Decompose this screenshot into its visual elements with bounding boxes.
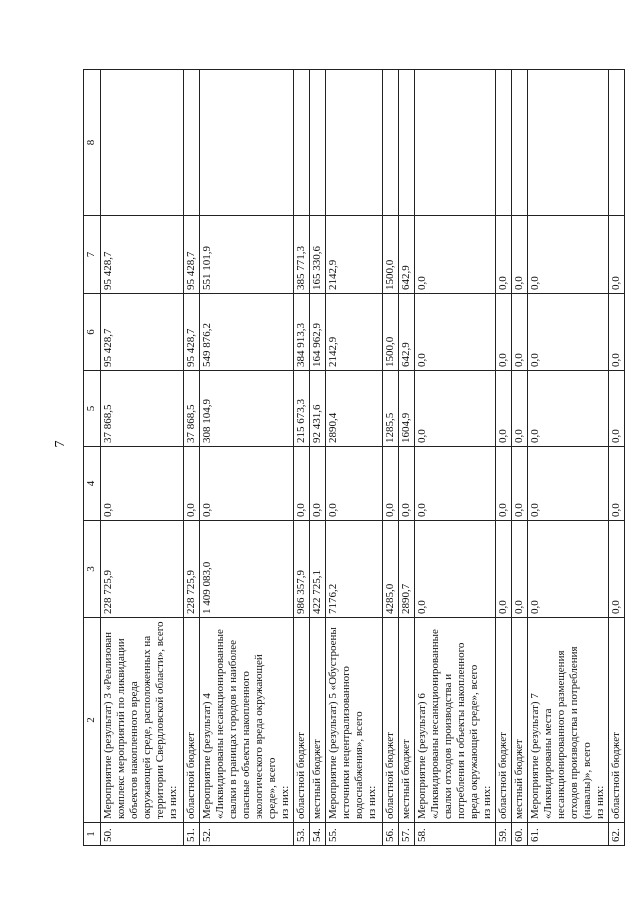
cell-text: 308 104,9 bbox=[201, 399, 213, 443]
row-number-cell bbox=[200, 823, 294, 846]
value-cell-col4 bbox=[415, 447, 496, 521]
value-cell-col8 bbox=[101, 70, 184, 216]
table-row bbox=[609, 70, 625, 846]
description-cell bbox=[101, 618, 184, 823]
cell-text: 384 913,3 bbox=[295, 323, 307, 367]
row-number-cell bbox=[310, 823, 326, 846]
value-cell-col8 bbox=[512, 70, 528, 216]
cell-text: 62. bbox=[610, 828, 622, 842]
cell-text: 0,0 bbox=[327, 503, 339, 517]
value-cell-col6 bbox=[415, 294, 496, 371]
table-row bbox=[294, 70, 310, 846]
value-cell-col8 bbox=[184, 70, 200, 216]
description-cell bbox=[496, 618, 512, 823]
cell-text: 2890,7 bbox=[400, 583, 412, 614]
description-text: областной бюджет bbox=[497, 732, 509, 819]
header-cell-3: 3 bbox=[84, 521, 101, 618]
value-cell-col6 bbox=[184, 294, 200, 371]
value-cell-col7 bbox=[399, 216, 415, 294]
value-cell-col3 bbox=[496, 521, 512, 618]
value-cell-col7 bbox=[294, 216, 310, 294]
table-row bbox=[200, 70, 294, 846]
value-cell-col3 bbox=[101, 521, 184, 618]
value-cell-col8 bbox=[609, 70, 625, 216]
description-text: Мероприятие (результат) 3 «Реализован комплекс мероприятий по ликвидации объектов накопленного вреда окружающей среде, расположенных на территории Свердловской области», всего bbox=[102, 621, 166, 819]
cell-text: 58. bbox=[416, 828, 428, 842]
cell-text: 52. bbox=[201, 828, 213, 842]
value-cell-col3 bbox=[415, 521, 496, 618]
table-body bbox=[101, 70, 625, 846]
cell-text: 0,0 bbox=[416, 353, 428, 367]
value-cell-col4 bbox=[383, 447, 399, 521]
value-cell-col6 bbox=[609, 294, 625, 371]
cell-text: 0,0 bbox=[529, 600, 541, 614]
cell-text: 0,0 bbox=[295, 503, 307, 517]
value-cell-col5 bbox=[415, 371, 496, 447]
row-number-cell bbox=[512, 823, 528, 846]
including-label: из них: bbox=[481, 785, 493, 819]
header-cell-2: 2 bbox=[84, 618, 101, 823]
row-number-cell bbox=[383, 823, 399, 846]
value-cell-col8 bbox=[326, 70, 383, 216]
table-row bbox=[310, 70, 326, 846]
value-cell-col8 bbox=[200, 70, 294, 216]
row-number-cell bbox=[609, 823, 625, 846]
cell-text: 0,0 bbox=[416, 276, 428, 290]
value-cell-col8 bbox=[496, 70, 512, 216]
value-cell-col7 bbox=[310, 216, 326, 294]
cell-text: 0,0 bbox=[102, 503, 114, 517]
row-number-cell bbox=[184, 823, 200, 846]
description-text: областной бюджет bbox=[185, 732, 197, 819]
cell-text: 56. bbox=[384, 828, 396, 842]
value-cell-col6 bbox=[326, 294, 383, 371]
cell-text: 0,0 bbox=[497, 353, 509, 367]
cell-text: 0,0 bbox=[497, 276, 509, 290]
value-cell-col5 bbox=[101, 371, 184, 447]
value-cell-col7 bbox=[528, 216, 609, 294]
description-cell bbox=[609, 618, 625, 823]
cell-text: 0,0 bbox=[416, 429, 428, 443]
cell-text: 50. bbox=[102, 828, 114, 842]
value-cell-col5 bbox=[294, 371, 310, 447]
value-cell-col4 bbox=[609, 447, 625, 521]
value-cell-col5 bbox=[310, 371, 326, 447]
value-cell-col7 bbox=[496, 216, 512, 294]
cell-text: 61. bbox=[529, 828, 541, 842]
budget-table bbox=[83, 69, 625, 846]
cell-text: 164 962,9 bbox=[311, 323, 323, 367]
row-number-cell bbox=[326, 823, 383, 846]
cell-text: 551 101,9 bbox=[201, 246, 213, 290]
cell-text: 0,0 bbox=[513, 276, 525, 290]
description-text: Мероприятие (результат) 6 «Ликвидированы несанкционированные свалки отходов производства и потребления и объекты накопленного вреда окружающей среде», всего bbox=[416, 629, 480, 819]
header-row bbox=[84, 70, 101, 846]
including-label: из них: bbox=[366, 785, 378, 819]
value-cell-col6 bbox=[310, 294, 326, 371]
value-cell-col3 bbox=[200, 521, 294, 618]
cell-text: 0,0 bbox=[400, 503, 412, 517]
including-label: из них: bbox=[594, 785, 606, 819]
header-cell-6: 6 bbox=[84, 294, 101, 371]
value-cell-col5 bbox=[383, 371, 399, 447]
cell-text: 228 725,9 bbox=[185, 570, 197, 614]
value-cell-col4 bbox=[496, 447, 512, 521]
cell-text: 60. bbox=[513, 828, 525, 842]
description-text: местный бюджет bbox=[400, 739, 412, 819]
cell-text: 37 868,5 bbox=[185, 404, 197, 443]
table-row bbox=[101, 70, 184, 846]
cell-text: 0,0 bbox=[416, 600, 428, 614]
value-cell-col7 bbox=[609, 216, 625, 294]
cell-text: 1285,5 bbox=[384, 412, 396, 443]
cell-text: 642,9 bbox=[400, 265, 412, 290]
value-cell-col6 bbox=[399, 294, 415, 371]
cell-text: 0,0 bbox=[610, 429, 622, 443]
cell-text: 165 330,6 bbox=[311, 246, 323, 290]
table-row bbox=[528, 70, 609, 846]
cell-text: 55. bbox=[327, 828, 339, 842]
cell-text: 0,0 bbox=[529, 429, 541, 443]
value-cell-col5 bbox=[326, 371, 383, 447]
value-cell-col4 bbox=[294, 447, 310, 521]
value-cell-col3 bbox=[383, 521, 399, 618]
value-cell-col8 bbox=[528, 70, 609, 216]
description-cell bbox=[184, 618, 200, 823]
cell-text: 0,0 bbox=[497, 503, 509, 517]
cell-text: 228 725,9 bbox=[102, 570, 114, 614]
value-cell-col5 bbox=[512, 371, 528, 447]
description-text: местный бюджет bbox=[513, 739, 525, 819]
value-cell-col8 bbox=[294, 70, 310, 216]
value-cell-col5 bbox=[496, 371, 512, 447]
cell-text: 95 428,7 bbox=[102, 251, 114, 290]
value-cell-col7 bbox=[184, 216, 200, 294]
header-cell-8: 8 bbox=[84, 70, 101, 216]
table-row bbox=[415, 70, 496, 846]
cell-text: 95 428,7 bbox=[102, 328, 114, 367]
value-cell-col6 bbox=[528, 294, 609, 371]
table-row bbox=[326, 70, 383, 846]
header-cell-1: 1 bbox=[84, 823, 101, 846]
cell-text: 549 876,2 bbox=[201, 323, 213, 367]
value-cell-col3 bbox=[399, 521, 415, 618]
header-cell-4: 4 bbox=[84, 447, 101, 521]
cell-text: 57. bbox=[400, 828, 412, 842]
value-cell-col6 bbox=[512, 294, 528, 371]
description-cell bbox=[399, 618, 415, 823]
cell-text: 0,0 bbox=[529, 503, 541, 517]
value-cell-col5 bbox=[184, 371, 200, 447]
cell-text: 0,0 bbox=[610, 503, 622, 517]
description-cell bbox=[200, 618, 294, 823]
value-cell-col8 bbox=[399, 70, 415, 216]
value-cell-col5 bbox=[399, 371, 415, 447]
table-row bbox=[184, 70, 200, 846]
cell-text: 0,0 bbox=[185, 503, 197, 517]
description-text: областной бюджет bbox=[384, 732, 396, 819]
value-cell-col4 bbox=[310, 447, 326, 521]
cell-text: 0,0 bbox=[513, 600, 525, 614]
row-number-cell bbox=[399, 823, 415, 846]
table-row bbox=[512, 70, 528, 846]
cell-text: 0,0 bbox=[497, 429, 509, 443]
value-cell-col6 bbox=[496, 294, 512, 371]
value-cell-col4 bbox=[326, 447, 383, 521]
value-cell-col7 bbox=[383, 216, 399, 294]
value-cell-col7 bbox=[101, 216, 184, 294]
description-cell bbox=[310, 618, 326, 823]
description-cell bbox=[383, 618, 399, 823]
cell-text: 642,9 bbox=[400, 342, 412, 367]
row-number-cell bbox=[528, 823, 609, 846]
cell-text: 54. bbox=[311, 828, 323, 842]
row-number-cell bbox=[294, 823, 310, 846]
cell-text: 0,0 bbox=[513, 503, 525, 517]
description-cell bbox=[528, 618, 609, 823]
cell-text: 1604,9 bbox=[400, 412, 412, 443]
cell-text: 0,0 bbox=[416, 503, 428, 517]
value-cell-col3 bbox=[310, 521, 326, 618]
cell-text: 92 431,6 bbox=[311, 404, 323, 443]
row-number-cell bbox=[101, 823, 184, 846]
cell-text: 986 357,9 bbox=[295, 570, 307, 614]
value-cell-col6 bbox=[101, 294, 184, 371]
description-text: Мероприятие (результат) 7 «Ликвидированы места несанкционированного размещения отходов производства и потребления (навалы)», всего bbox=[529, 646, 593, 819]
cell-text: 7176,2 bbox=[327, 583, 339, 614]
table-frame bbox=[83, 70, 622, 846]
value-cell-col4 bbox=[512, 447, 528, 521]
description-cell bbox=[294, 618, 310, 823]
cell-text: 2142,9 bbox=[327, 259, 339, 290]
description-cell bbox=[512, 618, 528, 823]
value-cell-col4 bbox=[101, 447, 184, 521]
cell-text: 0,0 bbox=[610, 600, 622, 614]
description-text: областной бюджет bbox=[610, 732, 622, 819]
value-cell-col8 bbox=[383, 70, 399, 216]
value-cell-col3 bbox=[294, 521, 310, 618]
value-cell-col3 bbox=[609, 521, 625, 618]
description-text: местный бюджет bbox=[311, 739, 323, 819]
cell-text: 51. bbox=[185, 828, 197, 842]
cell-text: 1500,0 bbox=[384, 336, 396, 367]
value-cell-col6 bbox=[383, 294, 399, 371]
row-number-cell bbox=[415, 823, 496, 846]
value-cell-col7 bbox=[200, 216, 294, 294]
value-cell-col4 bbox=[528, 447, 609, 521]
description-text: областной бюджет bbox=[295, 732, 307, 819]
cell-text: 215 673,3 bbox=[295, 399, 307, 443]
header-cell-7: 7 bbox=[84, 216, 101, 294]
table-row bbox=[399, 70, 415, 846]
value-cell-col4 bbox=[200, 447, 294, 521]
cell-text: 0,0 bbox=[497, 600, 509, 614]
cell-text: 1500,0 bbox=[384, 259, 396, 290]
cell-text: 2890,4 bbox=[327, 412, 339, 443]
page-number: 7 bbox=[53, 440, 68, 448]
cell-text: 4285,0 bbox=[384, 583, 396, 614]
rotated-table-container bbox=[83, 70, 622, 846]
value-cell-col7 bbox=[512, 216, 528, 294]
value-cell-col3 bbox=[528, 521, 609, 618]
value-cell-col5 bbox=[528, 371, 609, 447]
cell-text: 0,0 bbox=[384, 503, 396, 517]
cell-text: 2142,9 bbox=[327, 336, 339, 367]
value-cell-col5 bbox=[200, 371, 294, 447]
description-cell bbox=[415, 618, 496, 823]
cell-text: 0,0 bbox=[610, 276, 622, 290]
description-cell bbox=[326, 618, 383, 823]
cell-text: 37 868,5 bbox=[102, 404, 114, 443]
value-cell-col7 bbox=[326, 216, 383, 294]
table-row bbox=[496, 70, 512, 846]
cell-text: 1 409 083,0 bbox=[201, 561, 213, 614]
cell-text: 0,0 bbox=[513, 429, 525, 443]
value-cell-col3 bbox=[184, 521, 200, 618]
cell-text: 0,0 bbox=[311, 503, 323, 517]
value-cell-col6 bbox=[294, 294, 310, 371]
cell-text: 95 428,7 bbox=[185, 251, 197, 290]
description-text: Мероприятие (результат) 4 «Ликвидированы несанкционированные свалки в границах городов и наиболее опасные объекты накопленного экологического вреда окружающей среде», всего bbox=[201, 629, 278, 819]
value-cell-col7 bbox=[415, 216, 496, 294]
value-cell-col8 bbox=[415, 70, 496, 216]
including-label: из них: bbox=[279, 785, 291, 819]
row-number-cell bbox=[496, 823, 512, 846]
cell-text: 59. bbox=[497, 828, 509, 842]
cell-text: 0,0 bbox=[529, 353, 541, 367]
cell-text: 0,0 bbox=[513, 353, 525, 367]
value-cell-col3 bbox=[326, 521, 383, 618]
including-label: из них: bbox=[167, 785, 179, 819]
cell-text: 422 725,1 bbox=[311, 570, 323, 614]
cell-text: 385 771,3 bbox=[295, 246, 307, 290]
table-row bbox=[383, 70, 399, 846]
value-cell-col8 bbox=[310, 70, 326, 216]
value-cell-col4 bbox=[184, 447, 200, 521]
cell-text: 53. bbox=[295, 828, 307, 842]
cell-text: 95 428,7 bbox=[185, 328, 197, 367]
description-text: Мероприятие (результат) 5 «Обустроены источники нецентрализованного водоснабжения», всего bbox=[327, 627, 365, 819]
header-cell-5: 5 bbox=[84, 371, 101, 447]
cell-text: 0,0 bbox=[201, 503, 213, 517]
value-cell-col5 bbox=[609, 371, 625, 447]
value-cell-col6 bbox=[200, 294, 294, 371]
value-cell-col3 bbox=[512, 521, 528, 618]
cell-text: 0,0 bbox=[529, 276, 541, 290]
cell-text: 0,0 bbox=[610, 353, 622, 367]
value-cell-col4 bbox=[399, 447, 415, 521]
